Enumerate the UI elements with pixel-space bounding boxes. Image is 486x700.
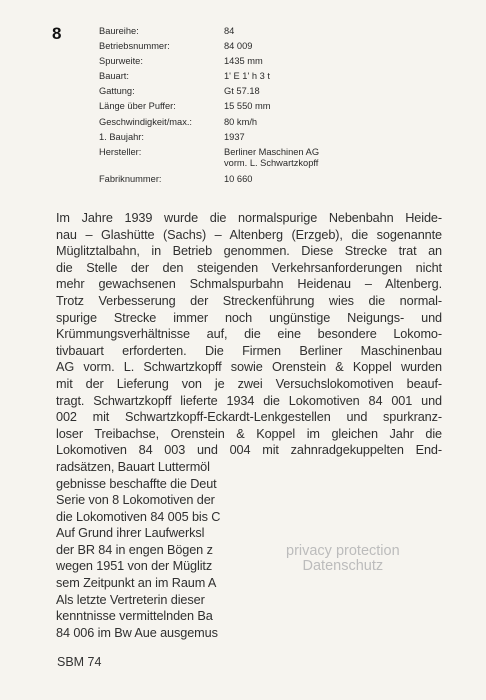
series-code: SBM 74 xyxy=(57,655,102,669)
text-line-truncated: gebnisse beschaffte die Deut xyxy=(56,476,217,491)
text-line-truncated: Als letzte Vertreterin dieser xyxy=(56,592,205,607)
spec-label: Hersteller: xyxy=(99,146,142,157)
spec-value: 1' E 1' h 3 t xyxy=(224,71,270,82)
text-line: mit der Lieferung von je zwei Versuchslokomotiven beauf- xyxy=(56,376,442,391)
spec-value-line: Berliner Maschinen AG xyxy=(224,146,320,157)
spec-table xyxy=(99,24,399,187)
spec-value: 84 009 xyxy=(224,41,253,52)
text-line: loser Treibachse, Orenstein & Koppel im gleichen Jahr die xyxy=(56,426,442,441)
privacy-watermark xyxy=(286,544,400,574)
spec-label: Baureihe: xyxy=(99,26,139,36)
spec-value xyxy=(224,147,319,169)
spec-row xyxy=(99,84,399,99)
text-line-truncated: wegen 1951 von der Müglitz xyxy=(56,559,213,574)
text-line: spurige Strecke immer noch ungünstige Neigungs- und xyxy=(56,310,442,325)
text-line: Müglitztalbahn, in Betrieb genommen. Diese Strecke trat an xyxy=(56,244,442,259)
spec-label: Gattung: xyxy=(99,86,135,97)
spec-value: 15 550 mm xyxy=(224,101,271,112)
spec-value: 80 km/h xyxy=(224,116,258,127)
spec-value: 84 xyxy=(224,26,235,36)
spec-row xyxy=(99,172,399,187)
text-line: Krümmungsverhältnisse auf, die eine besondere Lokomo- xyxy=(56,327,442,342)
text-line-truncated: radsätzen, Bauart Luttermöl xyxy=(56,459,210,474)
spec-value: 10 660 xyxy=(224,173,253,184)
spec-row xyxy=(99,99,399,114)
spec-value: 1435 mm xyxy=(224,56,263,67)
spec-row xyxy=(99,24,399,39)
text-line-truncated: der BR 84 in engen Bögen z xyxy=(56,542,213,557)
text-line-truncated: kenntnisse vermittelnden Ba xyxy=(56,609,213,624)
page-number: 8 xyxy=(52,24,62,43)
spec-label: Länge über Puffer: xyxy=(99,101,176,112)
text-line-truncated: Serie von 8 Lokomotiven der xyxy=(56,493,215,508)
spec-label: Bauart: xyxy=(99,71,129,82)
spec-value: 1937 xyxy=(224,131,245,142)
spec-label: 1. Baujahr: xyxy=(99,131,144,142)
spec-row xyxy=(99,69,399,84)
text-line: Im Jahre 1939 wurde die normalspurige Nebenbahn Heide- xyxy=(56,211,442,225)
spec-row xyxy=(99,130,399,145)
spec-row xyxy=(99,39,399,54)
text-line: tragt. Schwartzkopff lieferte 1934 die Lokomotiven 84 001 und xyxy=(56,393,442,408)
spec-row xyxy=(99,54,399,69)
body-text xyxy=(56,210,442,641)
watermark-line: Datenschutz xyxy=(302,558,384,574)
spec-value: Gt 57.18 xyxy=(224,86,260,97)
text-line: AG vorm. L. Schwartzkopff sowie Orenstein & Koppel wurden xyxy=(56,360,442,375)
text-line: tivbauart erforderten. Die Firmen Berliner Maschinenbau xyxy=(56,343,442,358)
spec-label: Betriebsnummer: xyxy=(99,41,170,52)
text-line: 002 mit Schwartzkopff-Eckardt-Lenkgestellen und spurkranz- xyxy=(56,410,442,425)
text-line: die Stelle der den steigenden Verkehrsanforderungen nicht xyxy=(56,260,442,275)
watermark-line: privacy protection xyxy=(286,543,400,559)
text-line-truncated: sem Zeitpunkt an im Raum A xyxy=(56,576,217,591)
text-line-truncated: 84 006 im Bw Aue ausgemus xyxy=(56,625,218,640)
spec-label: Geschwindigkeit/max.: xyxy=(99,116,193,127)
text-line-truncated: die Lokomotiven 84 005 bis C xyxy=(56,509,221,524)
text-line: Trotz Verbesserung der Streckenführung wies die normal- xyxy=(56,293,442,308)
text-line: Lokomotiven 84 003 und 004 mit zahnradgekuppelten End- xyxy=(56,443,442,458)
spec-value-line: vorm. L. Schwartzkopff xyxy=(224,157,319,168)
spec-label: Spurweite: xyxy=(99,56,143,67)
spec-row xyxy=(99,115,399,130)
text-line-truncated: Auf Grund ihrer Laufwerksl xyxy=(56,526,205,541)
spec-label: Fabriknummer: xyxy=(99,173,162,184)
text-line: mehr gewachsenen Schmalspurbahn Heidenau – Altenberg. xyxy=(56,277,442,292)
text-line: nau – Glashütte (Sachs) – Altenberg (Erzgeb), die sogenannte xyxy=(56,227,442,242)
spec-row xyxy=(99,145,399,172)
